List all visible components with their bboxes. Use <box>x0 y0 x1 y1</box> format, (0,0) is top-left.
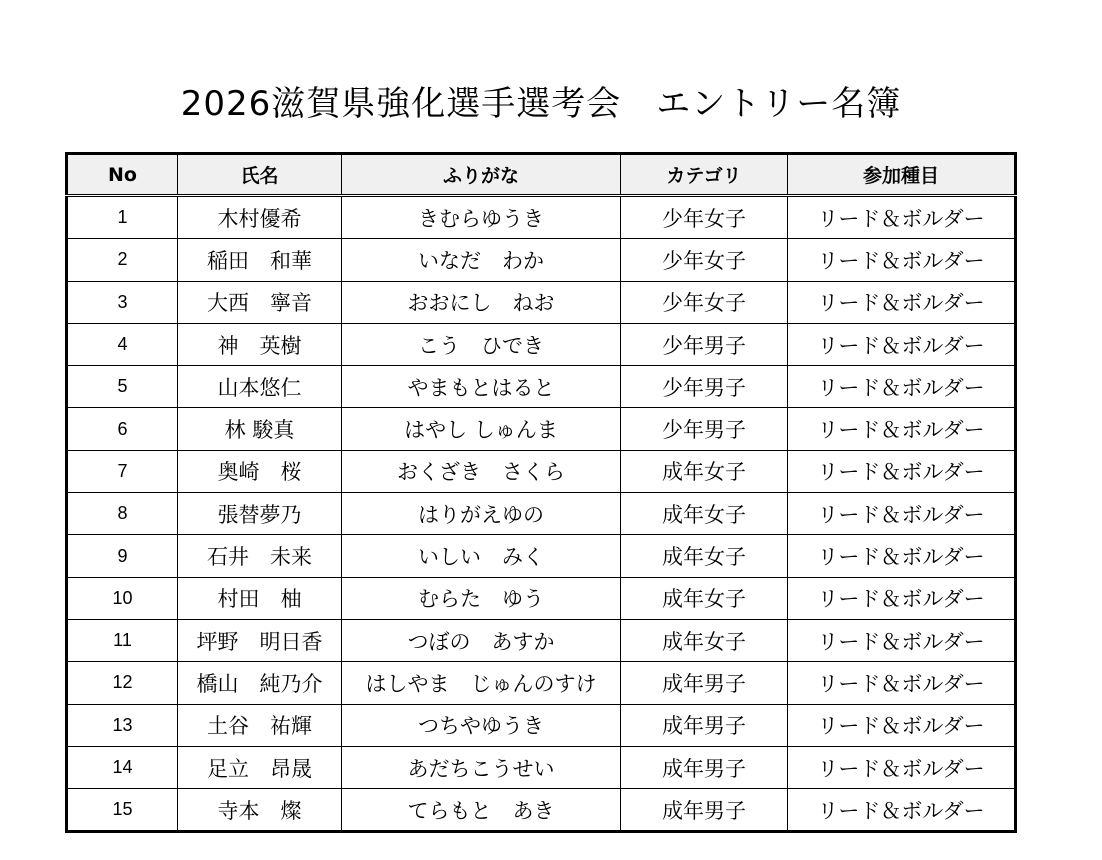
cell-category: 成年男子 <box>621 662 788 704</box>
cell-event: リード＆ボルダー <box>788 619 1016 661</box>
cell-name: 奥崎 桜 <box>178 450 342 492</box>
cell-event: リード＆ボルダー <box>788 535 1016 577</box>
cell-furigana: てらもと あき <box>342 789 621 832</box>
cell-no: 5 <box>67 366 178 408</box>
cell-no: 2 <box>67 239 178 281</box>
cell-furigana: はりがえゆの <box>342 493 621 535</box>
cell-event: リード＆ボルダー <box>788 577 1016 619</box>
cell-event: リード＆ボルダー <box>788 408 1016 450</box>
cell-no: 7 <box>67 450 178 492</box>
cell-category: 成年女子 <box>621 493 788 535</box>
table-header-row <box>67 154 1016 196</box>
cell-furigana: いなだ わか <box>342 239 621 281</box>
cell-category: 少年女子 <box>621 239 788 281</box>
cell-name: 稲田 和華 <box>178 239 342 281</box>
cell-no: 6 <box>67 408 178 450</box>
cell-event: リード＆ボルダー <box>788 281 1016 323</box>
cell-category: 少年女子 <box>621 281 788 323</box>
cell-category: 少年男子 <box>621 323 788 365</box>
cell-name: 坪野 明日香 <box>178 619 342 661</box>
header-furigana: ふりがな <box>342 154 621 196</box>
cell-furigana: いしい みく <box>342 535 621 577</box>
table-row <box>67 619 1016 661</box>
cell-furigana: つちやゆうき <box>342 704 621 746</box>
cell-category: 成年女子 <box>621 619 788 661</box>
cell-furigana: こう ひでき <box>342 323 621 365</box>
table-row <box>67 577 1016 619</box>
cell-event: リード＆ボルダー <box>788 366 1016 408</box>
cell-event: リード＆ボルダー <box>788 196 1016 239</box>
table-row <box>67 408 1016 450</box>
cell-category: 成年男子 <box>621 746 788 788</box>
cell-event: リード＆ボルダー <box>788 450 1016 492</box>
cell-event: リード＆ボルダー <box>788 239 1016 281</box>
table-row <box>67 196 1016 239</box>
cell-name: 寺本 燦 <box>178 789 342 832</box>
cell-furigana: はしやま じゅんのすけ <box>342 662 621 704</box>
cell-no: 11 <box>67 619 178 661</box>
cell-event: リード＆ボルダー <box>788 704 1016 746</box>
cell-furigana: あだちこうせい <box>342 746 621 788</box>
cell-name: 大西 寧音 <box>178 281 342 323</box>
cell-name: 村田 柚 <box>178 577 342 619</box>
cell-no: 10 <box>67 577 178 619</box>
cell-name: 木村優希 <box>178 196 342 239</box>
cell-category: 成年男子 <box>621 704 788 746</box>
cell-furigana: おくざき さくら <box>342 450 621 492</box>
cell-furigana: はやし しゅんま <box>342 408 621 450</box>
header-category: カテゴリ <box>621 154 788 196</box>
cell-no: 14 <box>67 746 178 788</box>
table-row <box>67 704 1016 746</box>
header-no: No <box>67 154 178 196</box>
table-row <box>67 535 1016 577</box>
table-row <box>67 281 1016 323</box>
header-event: 参加種目 <box>788 154 1016 196</box>
table-row <box>67 366 1016 408</box>
cell-name: 石井 未来 <box>178 535 342 577</box>
cell-name: 土谷 祐輝 <box>178 704 342 746</box>
cell-furigana: おおにし ねお <box>342 281 621 323</box>
cell-furigana: きむらゆうき <box>342 196 621 239</box>
entry-table <box>65 152 1017 833</box>
cell-no: 15 <box>67 789 178 832</box>
table-row <box>67 493 1016 535</box>
cell-name: 林 駿真 <box>178 408 342 450</box>
cell-category: 成年女子 <box>621 535 788 577</box>
cell-furigana: むらた ゆう <box>342 577 621 619</box>
table-row <box>67 450 1016 492</box>
cell-furigana: つぼの あすか <box>342 619 621 661</box>
cell-no: 12 <box>67 662 178 704</box>
cell-event: リード＆ボルダー <box>788 323 1016 365</box>
header-name: 氏名 <box>178 154 342 196</box>
cell-category: 少年女子 <box>621 196 788 239</box>
table-row <box>67 746 1016 788</box>
cell-event: リード＆ボルダー <box>788 662 1016 704</box>
table-row <box>67 662 1016 704</box>
table-row <box>67 239 1016 281</box>
cell-no: 9 <box>67 535 178 577</box>
table-row <box>67 323 1016 365</box>
cell-no: 4 <box>67 323 178 365</box>
cell-name: 山本悠仁 <box>178 366 342 408</box>
cell-name: 張替夢乃 <box>178 493 342 535</box>
cell-name: 橋山 純乃介 <box>178 662 342 704</box>
cell-furigana: やまもとはると <box>342 366 621 408</box>
cell-no: 3 <box>67 281 178 323</box>
cell-event: リード＆ボルダー <box>788 493 1016 535</box>
table-row <box>67 789 1016 832</box>
page-title: 2026滋賀県強化選手選考会 エントリー名簿 <box>180 84 902 124</box>
cell-no: 1 <box>67 196 178 239</box>
cell-category: 少年男子 <box>621 408 788 450</box>
cell-category: 成年女子 <box>621 577 788 619</box>
cell-no: 8 <box>67 493 178 535</box>
cell-no: 13 <box>67 704 178 746</box>
cell-name: 足立 昂晟 <box>178 746 342 788</box>
cell-category: 成年男子 <box>621 789 788 832</box>
cell-category: 少年男子 <box>621 366 788 408</box>
cell-name: 神 英樹 <box>178 323 342 365</box>
cell-category: 成年女子 <box>621 450 788 492</box>
cell-event: リード＆ボルダー <box>788 789 1016 832</box>
cell-event: リード＆ボルダー <box>788 746 1016 788</box>
